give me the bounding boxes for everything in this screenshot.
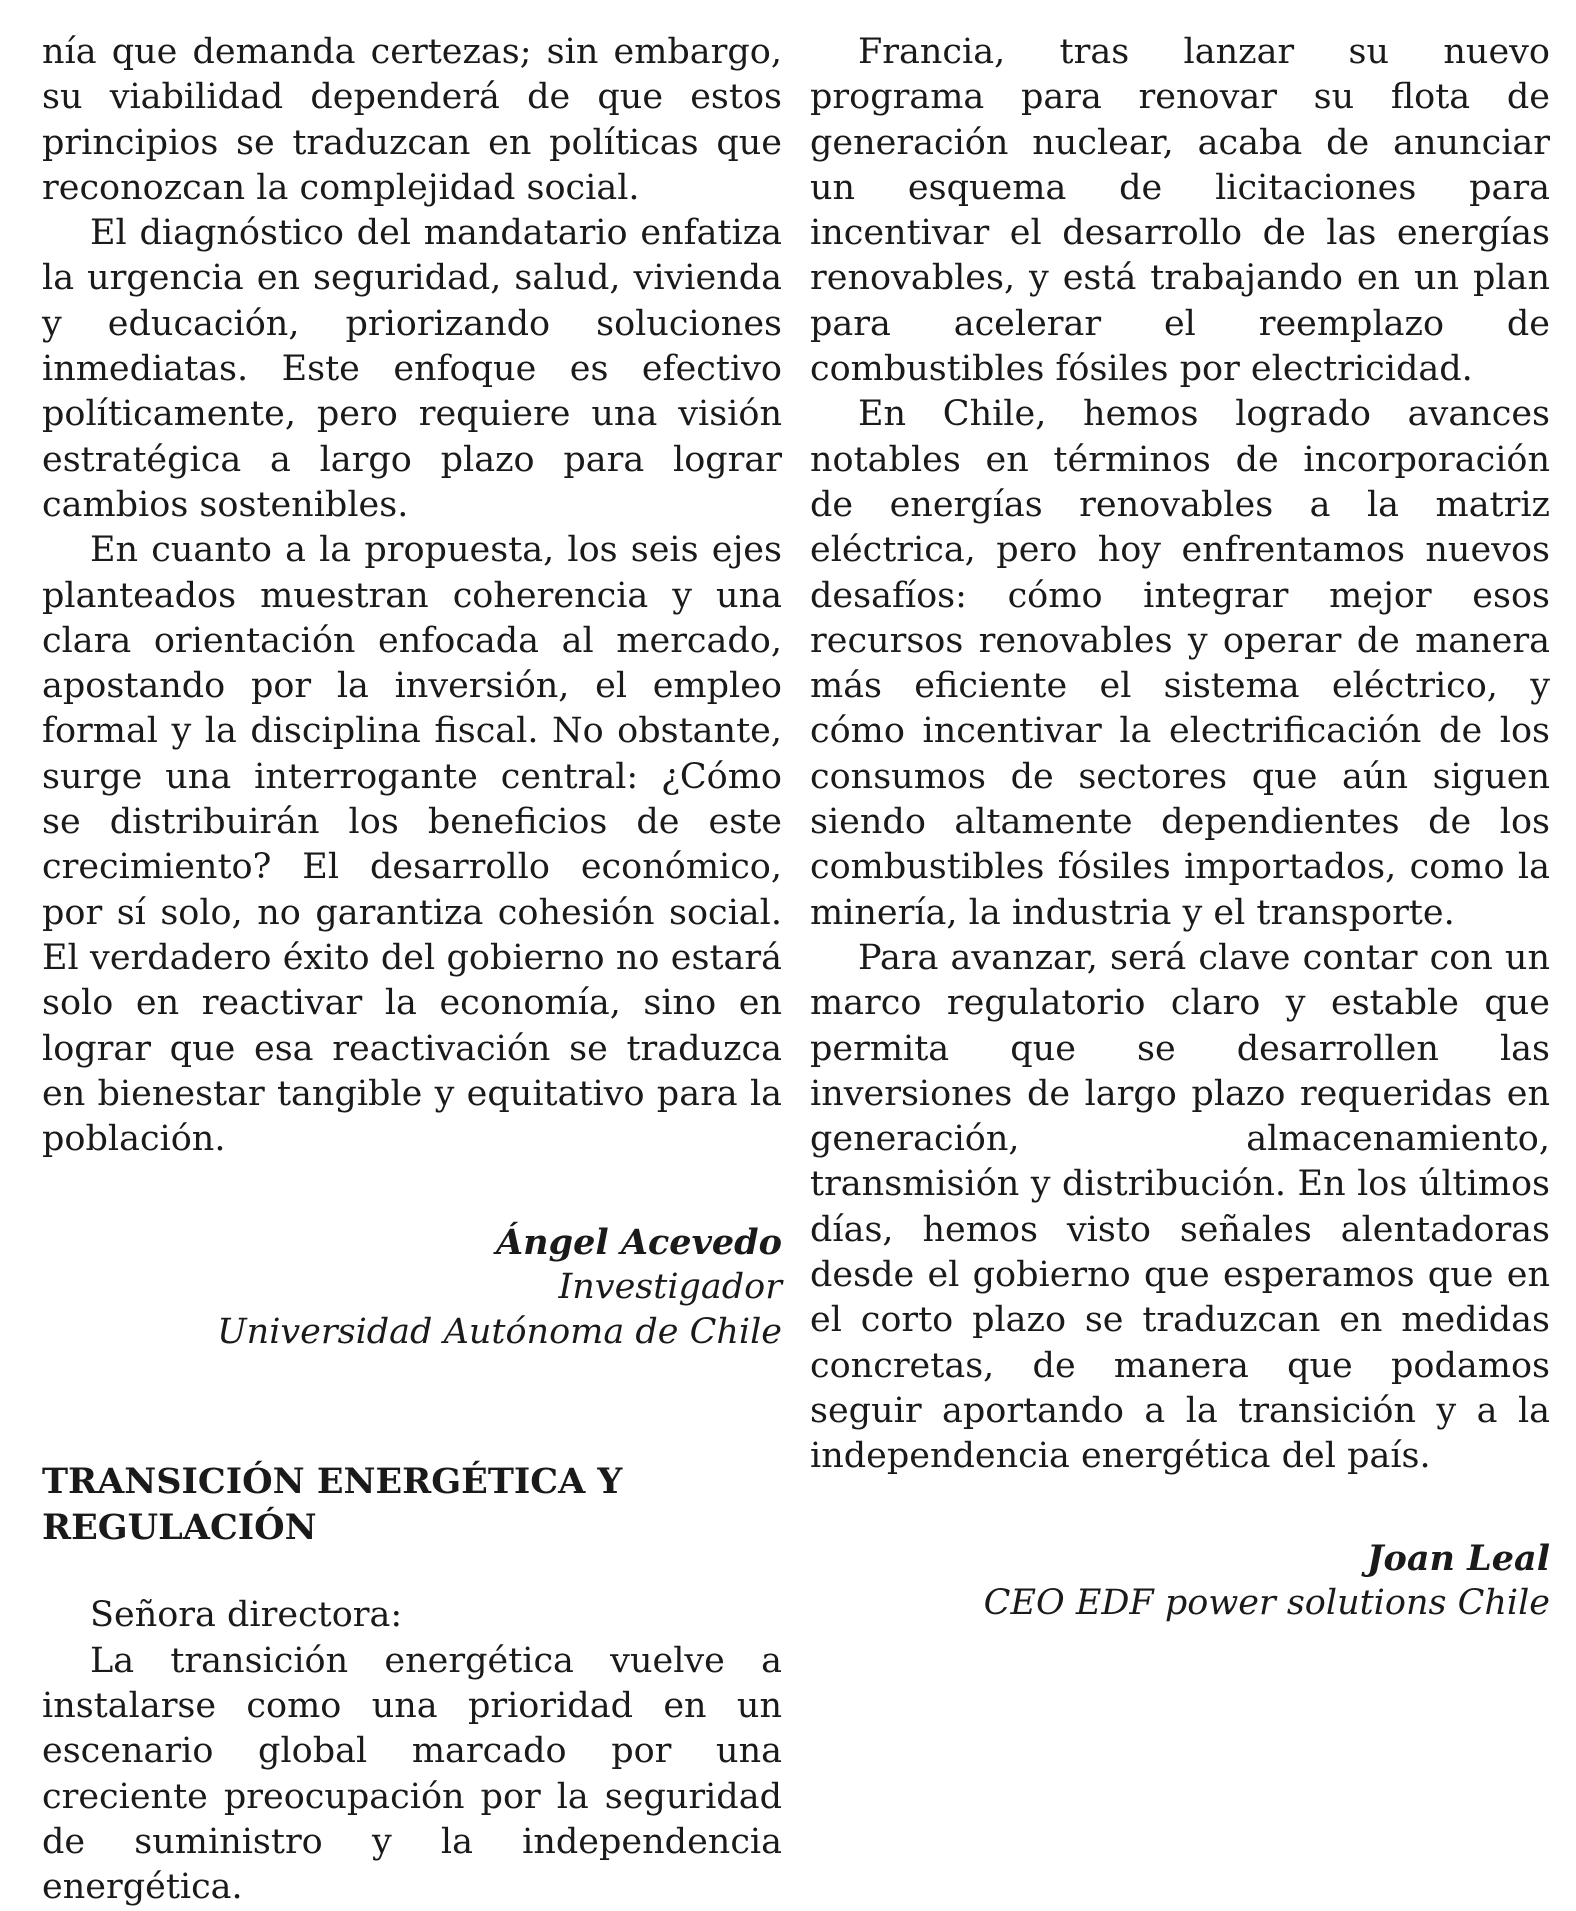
letter1-author-name: Ángel Acevedo <box>496 1222 782 1264</box>
letter1-paragraph-3: En cuanto a la propuesta, los seis ejes planteados muestran coherencia y una clara orientación enfocada al mercado, apostando por la inversión, el empleo formal y la disciplina fiscal. No obstante, surge una interrogante central: ¿Cómo se distribuirán los beneficios de este crecimiento? El desarrollo económico, por sí solo, no garantiza cohesión social. El verdadero éxito del gobierno no estará solo en reactivar la economía, sino en lograr que esa reactivación se traduzca en bienestar tangible y equitativo para la población. <box>42 530 782 1160</box>
left-column <box>42 30 782 1911</box>
letter2-paragraph-1: La transición energética vuelve a instalarse como una prioridad en un escenario global marcado por una creciente preocupación por la seguridad de suministro y la independencia energética. <box>42 1640 782 1908</box>
letter2-signature <box>810 1536 1550 1626</box>
letter2-paragraph-3: En Chile, hemos logrado avances notables en términos de incorporación de energías renovables a la matriz eléctrica, pero hoy enfrentamos nuevos desafíos: cómo integrar mejor esos recursos renovables y operar de manera más eficiente el sistema eléctrico, y cómo incentivar la electrificación de los consumos de sectores que aún siguen siendo altamente dependientes de los combustibles fósiles importados, como la minería, la industria y el transporte. <box>810 394 1550 933</box>
letter1-author-organization: Universidad Autónoma de Chile <box>217 1312 782 1353</box>
letter2-author-role: CEO EDF power solutions Chile <box>983 1582 1550 1623</box>
letter2-headline: TRANSICIÓN ENERGÉTICA Y REGULACIÓN <box>42 1461 623 1549</box>
letter2-author-name: Joan Leal <box>1366 1537 1550 1579</box>
letter1-signature <box>42 1220 782 1355</box>
right-column <box>810 30 1550 1626</box>
letter2-paragraph-4: Para avanzar, será clave contar con un marco regulatorio claro y estable que permita que se desarrollen las inversiones de largo plazo requeridas en generación, almacenamiento, transmisión y distribución. En los últimos días, hemos visto señales alentadoras desde el gobierno que esperamos que en el corto plazo se traduzcan en medidas concretas, de manera que podamos seguir aportando a la transición y a la independencia energética del país. <box>810 937 1550 1477</box>
letter2-paragraph-2: Francia, tras lanzar su nuevo programa para renovar su flota de generación nuclear, acaba de anunciar un esquema de licitaciones para incentivar el desarrollo de las energías renovables, y está trabajando en un plan para acelerar el reemplazo de combustibles fósiles por electricidad. <box>810 32 1550 390</box>
letter1-paragraph-1: nía que demanda certezas; sin embargo, su viabilidad dependerá de que estos principios se traduzcan en políticas que reconozcan la complejidad social. <box>42 32 782 208</box>
letter1-paragraph-2: El diagnóstico del mandatario enfatiza la urgencia en seguridad, salud, vivienda y educación, priorizando soluciones inmediatas. Este enfoque es efectivo políticamente, pero requiere una visión estratégica a largo plazo para lograr cambios sostenibles. <box>42 213 782 525</box>
letter2-salutation: Señora directora: <box>90 1595 403 1636</box>
letter1-author-role: Investigador <box>558 1267 782 1308</box>
